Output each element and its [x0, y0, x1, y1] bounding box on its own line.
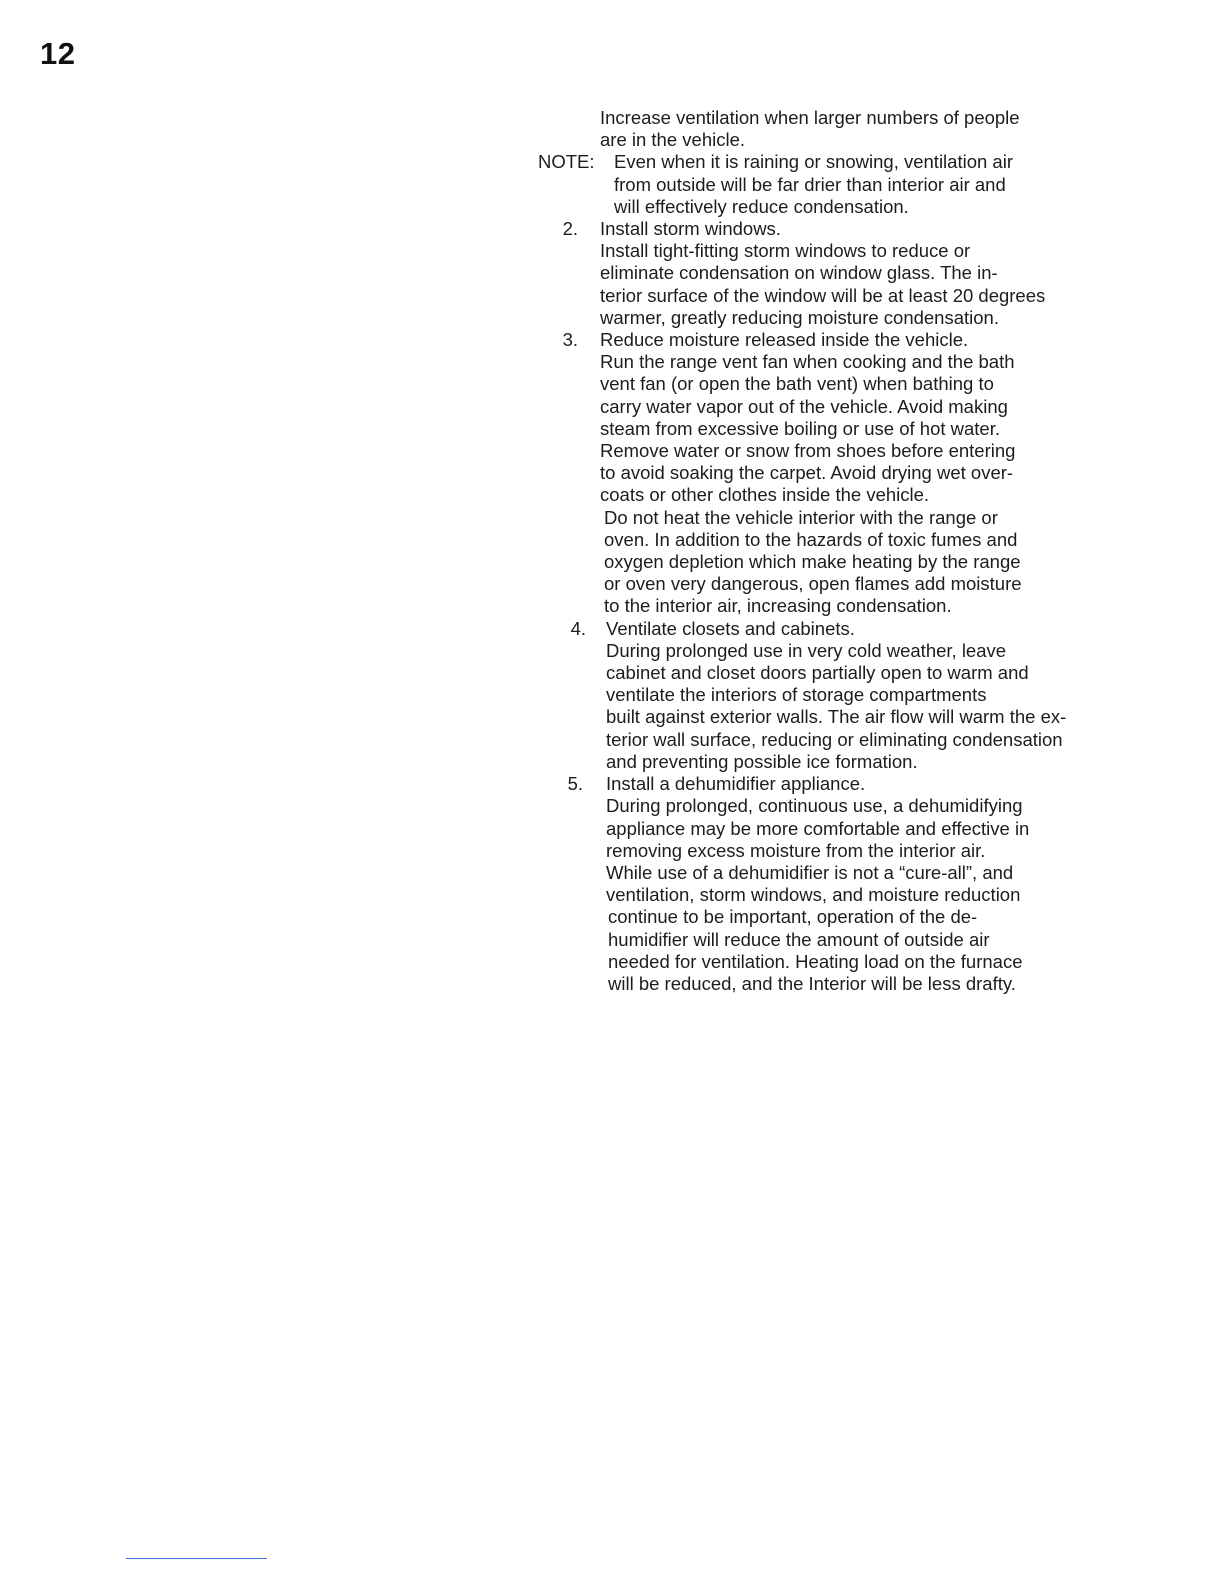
item-line: terior wall surface, reducing or eliminating condensation: [606, 728, 1063, 750]
note-line: will effectively reduce condensation.: [614, 195, 909, 217]
list-item: [538, 218, 1178, 329]
item-line: Do not heat the vehicle interior with the range or: [604, 506, 998, 528]
item-line: carry water vapor out of the vehicle. Avoid making: [600, 395, 1008, 417]
intro-line: are in the vehicle.: [600, 129, 746, 151]
item-heading: Ventilate closets and cabinets.: [606, 617, 855, 639]
item-number: 5.: [567, 773, 583, 795]
note-block: [538, 151, 1178, 218]
page-number: 12: [40, 36, 76, 71]
item-heading: Install a dehumidifier appliance.: [606, 773, 866, 795]
item-line: ventilate the interiors of storage compartments: [606, 684, 987, 706]
item-line: warmer, greatly reducing moisture condensation.: [600, 306, 999, 328]
footer-rule: [126, 1558, 267, 1559]
item-line: steam from excessive boiling or use of hot water.: [600, 417, 1000, 439]
item-line: oven. In addition to the hazards of toxic fumes and: [604, 528, 1018, 550]
item-line: Remove water or snow from shoes before entering: [600, 440, 1016, 462]
list-item: [538, 618, 1178, 773]
item-line: continue to be important, operation of the de-: [608, 906, 978, 928]
item-line: to the interior air, increasing condensation.: [604, 595, 952, 617]
item-line: During prolonged use in very cold weather, leave: [606, 639, 1007, 661]
item-line: and preventing possible ice formation.: [606, 750, 918, 772]
item-line: eliminate condensation on window glass. The in-: [600, 262, 998, 284]
item-line: will be reduced, and the Interior will be less drafty.: [608, 972, 1016, 994]
intro-line: Increase ventilation when larger numbers of people: [600, 107, 1020, 128]
note-label: NOTE:: [538, 151, 595, 173]
item-line: vent fan (or open the bath vent) when bathing to: [600, 373, 994, 395]
item-line: terior surface of the window will be at least 20 degrees: [600, 284, 1046, 306]
item-line: appliance may be more comfortable and effective in: [606, 817, 1030, 839]
note-line: Even when it is raining or snowing, ventilation air: [614, 151, 1013, 173]
item-line: coats or other clothes inside the vehicle.: [600, 484, 930, 506]
item-line: cabinet and closet doors partially open to warm and: [606, 662, 1029, 684]
item-line: ventilation, storm windows, and moisture reduction: [606, 884, 1021, 906]
list-item: [538, 329, 1178, 618]
item-number: 3.: [562, 329, 578, 351]
note-line: from outside will be far drier than interior air and: [614, 173, 1006, 195]
item-line: oxygen depletion which make heating by the range: [604, 551, 1021, 573]
item-line: built against exterior walls. The air flow will warm the ex-: [606, 706, 1067, 728]
item-line: to avoid soaking the carpet. Avoid drying wet over-: [600, 462, 1014, 484]
item-number: 4.: [570, 617, 586, 639]
item-line: While use of a dehumidifier is not a “cure-all”, and: [606, 861, 1014, 883]
item-heading: Reduce moisture released inside the vehicle.: [600, 329, 969, 351]
item-line: Install tight-fitting storm windows to reduce or: [600, 240, 971, 262]
item-number: 2.: [562, 218, 578, 240]
page-content: [538, 107, 1178, 995]
item-line: Run the range vent fan when cooking and the bath: [600, 351, 1015, 373]
item-line: needed for ventilation. Heating load on the furnace: [608, 950, 1023, 972]
item-line: humidifier will reduce the amount of outside air: [608, 928, 990, 950]
item-heading: Install storm windows.: [600, 218, 781, 240]
item-line: or oven very dangerous, open flames add moisture: [604, 573, 1022, 595]
item-line: During prolonged, continuous use, a dehumidifying: [606, 795, 1023, 817]
list-item: [538, 773, 1178, 995]
item-line: removing excess moisture from the interior air.: [606, 839, 986, 861]
